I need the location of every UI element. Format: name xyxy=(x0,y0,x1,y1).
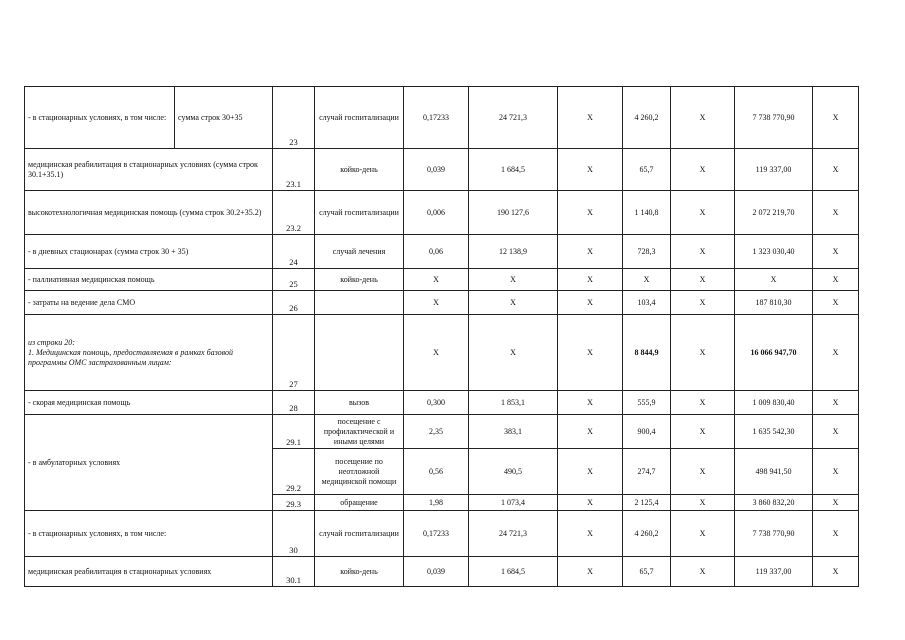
cell-c4: 2 125,4 xyxy=(623,495,671,511)
financing-table xyxy=(24,86,859,587)
row-name-formula: сумма строк 30+35 xyxy=(175,87,273,149)
row-unit: случай госпитализации xyxy=(315,191,404,235)
cell-c3: Х xyxy=(558,495,623,511)
cell-c6: 119 337,00 xyxy=(735,557,813,587)
cell-c5: Х xyxy=(671,269,735,291)
cell-c6: 1 009 830,40 xyxy=(735,391,813,415)
cell-c5: Х xyxy=(671,495,735,511)
cell-c4: 4 260,2 xyxy=(623,87,671,149)
cell-c6: 187 810,30 xyxy=(735,291,813,315)
cell-c6: 3 860 832,20 xyxy=(735,495,813,511)
row-name: - в дневных стационарах (сумма строк 30 + 35) xyxy=(25,235,273,269)
cell-c1: 2,35 xyxy=(404,415,469,449)
cell-c5: Х xyxy=(671,449,735,495)
table-row xyxy=(25,415,859,449)
table-row xyxy=(25,511,859,557)
cell-c6: 498 941,50 xyxy=(735,449,813,495)
cell-c7: Х xyxy=(813,291,859,315)
row-unit: посещение с профилактической и иными целями xyxy=(315,415,404,449)
cell-c7: Х xyxy=(813,449,859,495)
cell-c3: Х xyxy=(558,449,623,495)
cell-c3: Х xyxy=(558,269,623,291)
cell-c3: Х xyxy=(558,191,623,235)
cell-c7: Х xyxy=(813,315,859,391)
cell-c1: 1,98 xyxy=(404,495,469,511)
row-code: 30 xyxy=(273,511,315,557)
cell-c5: Х xyxy=(671,235,735,269)
cell-c6: 7 738 770,90 xyxy=(735,87,813,149)
cell-c6: 119 337,00 xyxy=(735,149,813,191)
row-name: - паллиативная медицинская помощь xyxy=(25,269,273,291)
cell-c2: Х xyxy=(469,269,558,291)
cell-c7: Х xyxy=(813,495,859,511)
cell-c5: Х xyxy=(671,315,735,391)
cell-c6: 7 738 770,90 xyxy=(735,511,813,557)
cell-c1: 0,039 xyxy=(404,149,469,191)
cell-c3: Х xyxy=(558,291,623,315)
row-unit: вызов xyxy=(315,391,404,415)
cell-c4: 274,7 xyxy=(623,449,671,495)
cell-c3: Х xyxy=(558,557,623,587)
row-name: высокотехнологичная медицинская помощь (сумма строк 30.2+35.2) xyxy=(25,191,273,235)
row-code: 24 xyxy=(273,235,315,269)
row-code: 26 xyxy=(273,291,315,315)
row-name: - затраты на ведение дела СМО xyxy=(25,291,273,315)
cell-c2: 24 721,3 xyxy=(469,87,558,149)
cell-c7: Х xyxy=(813,415,859,449)
table-row xyxy=(25,291,859,315)
cell-c5: Х xyxy=(671,291,735,315)
cell-c2: 1 684,5 xyxy=(469,149,558,191)
row-unit: случай лечения xyxy=(315,235,404,269)
cell-c5: Х xyxy=(671,511,735,557)
cell-c1: Х xyxy=(404,291,469,315)
cell-c6: Х xyxy=(735,269,813,291)
table-row xyxy=(25,269,859,291)
row-code: 29.2 xyxy=(273,449,315,495)
cell-c1: 0,006 xyxy=(404,191,469,235)
row-name: из строки 20: 1. Медицинская помощь, предоставляемая в рамках базовой программы ОМС застрахованным лицам: xyxy=(25,315,273,391)
row-name: - скорая медицинская помощь xyxy=(25,391,273,415)
cell-c7: Х xyxy=(813,269,859,291)
row-unit xyxy=(315,315,404,391)
row-name: медицинская реабилитация в стационарных условиях (сумма строк 30.1+35.1) xyxy=(25,149,273,191)
row-unit: посещение по неотложной медицинской помощи xyxy=(315,449,404,495)
cell-c1: 0,17233 xyxy=(404,511,469,557)
cell-c7: Х xyxy=(813,87,859,149)
cell-c6: 1 323 030,40 xyxy=(735,235,813,269)
cell-c5: Х xyxy=(671,191,735,235)
row-code: 25 xyxy=(273,269,315,291)
row-code: 23.1 xyxy=(273,149,315,191)
cell-c4: 728,3 xyxy=(623,235,671,269)
cell-c3: Х xyxy=(558,415,623,449)
table-row xyxy=(25,149,859,191)
cell-c1: 0,039 xyxy=(404,557,469,587)
cell-c5: Х xyxy=(671,557,735,587)
cell-c1: 0,06 xyxy=(404,235,469,269)
cell-c5: Х xyxy=(671,87,735,149)
cell-c6: 16 066 947,70 xyxy=(735,315,813,391)
cell-c2: Х xyxy=(469,315,558,391)
cell-c4: 65,7 xyxy=(623,149,671,191)
row-name: - в стационарных условиях, в том числе: xyxy=(25,87,175,149)
row-code: 30.1 xyxy=(273,557,315,587)
cell-c3: Х xyxy=(558,235,623,269)
cell-c4: 103,4 xyxy=(623,291,671,315)
cell-c4: 8 844,9 xyxy=(623,315,671,391)
cell-c2: 490,5 xyxy=(469,449,558,495)
cell-c7: Х xyxy=(813,557,859,587)
cell-c2: 1 684,5 xyxy=(469,557,558,587)
cell-c4: 555,9 xyxy=(623,391,671,415)
cell-c4: 1 140,8 xyxy=(623,191,671,235)
cell-c5: Х xyxy=(671,391,735,415)
row-unit: обращение xyxy=(315,495,404,511)
row-unit: случай госпитализации xyxy=(315,511,404,557)
table-row xyxy=(25,391,859,415)
cell-c1: Х xyxy=(404,269,469,291)
cell-c7: Х xyxy=(813,235,859,269)
cell-c2: 190 127,6 xyxy=(469,191,558,235)
table-row xyxy=(25,557,859,587)
cell-c4: 4 260,2 xyxy=(623,511,671,557)
document-page xyxy=(24,86,858,587)
row-name: - в амбулаторных условиях xyxy=(25,415,273,511)
row-unit: койко-день xyxy=(315,149,404,191)
cell-c2: 383,1 xyxy=(469,415,558,449)
cell-c2: 12 138,9 xyxy=(469,235,558,269)
row-code: 29.3 xyxy=(273,495,315,511)
row-unit xyxy=(315,291,404,315)
cell-c3: Х xyxy=(558,149,623,191)
cell-c4: 65,7 xyxy=(623,557,671,587)
cell-c6: 2 072 219,70 xyxy=(735,191,813,235)
cell-c2: Х xyxy=(469,291,558,315)
cell-c7: Х xyxy=(813,391,859,415)
row-unit: койко-день xyxy=(315,557,404,587)
cell-c1: 0,56 xyxy=(404,449,469,495)
cell-c2: 24 721,3 xyxy=(469,511,558,557)
row-code: 23.2 xyxy=(273,191,315,235)
cell-c3: Х xyxy=(558,315,623,391)
table-row xyxy=(25,315,859,391)
cell-c2: 1 073,4 xyxy=(469,495,558,511)
cell-c1: 0,17233 xyxy=(404,87,469,149)
cell-c3: Х xyxy=(558,511,623,557)
row-code: 28 xyxy=(273,391,315,415)
table-row xyxy=(25,191,859,235)
table-row xyxy=(25,235,859,269)
row-code: 29.1 xyxy=(273,415,315,449)
cell-c4: 900,4 xyxy=(623,415,671,449)
cell-c7: Х xyxy=(813,511,859,557)
row-name: - в стационарных условиях, в том числе: xyxy=(25,511,273,557)
cell-c2: 1 853,1 xyxy=(469,391,558,415)
table-row xyxy=(25,87,859,149)
cell-c5: Х xyxy=(671,415,735,449)
cell-c4: Х xyxy=(623,269,671,291)
cell-c7: Х xyxy=(813,191,859,235)
cell-c7: Х xyxy=(813,149,859,191)
cell-c3: Х xyxy=(558,391,623,415)
cell-c5: Х xyxy=(671,149,735,191)
cell-c1: 0,300 xyxy=(404,391,469,415)
row-name: медицинская реабилитация в стационарных условиях xyxy=(25,557,273,587)
cell-c6: 1 635 542,30 xyxy=(735,415,813,449)
cell-c3: Х xyxy=(558,87,623,149)
row-unit: койко-день xyxy=(315,269,404,291)
row-code: 23 xyxy=(273,87,315,149)
cell-c1: Х xyxy=(404,315,469,391)
row-unit: случай госпитализации xyxy=(315,87,404,149)
row-code: 27 xyxy=(273,315,315,391)
